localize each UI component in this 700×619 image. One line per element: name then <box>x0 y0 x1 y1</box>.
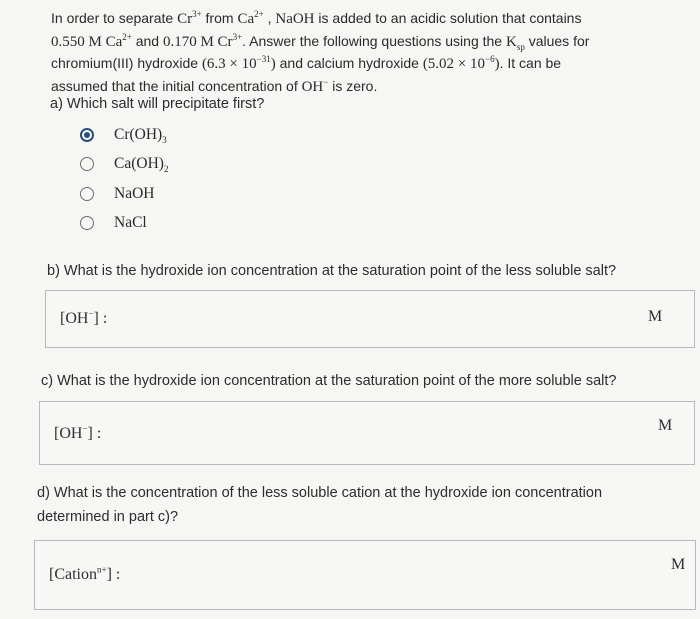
ksp-value-ca: $(5.02 \times 10^{-6})$ <box>422 54 500 72</box>
hydroxide-symbol: OH− <box>301 76 329 95</box>
intro-text: and calcium hydroxide <box>275 55 423 71</box>
unit-label: M <box>671 556 686 573</box>
ca-symbol: $Ca^{2+}$ <box>237 9 264 27</box>
unit-label: M <box>648 308 663 325</box>
hydroxide-input-b[interactable] <box>138 305 642 335</box>
radio-button[interactable] <box>80 187 94 201</box>
cation-input-d[interactable] <box>155 559 639 593</box>
intro-text: values for <box>524 32 590 49</box>
intro-text: In order to separate <box>51 10 178 26</box>
intro-text: , <box>263 10 276 26</box>
intro-text: from <box>201 10 238 26</box>
option-ca-oh-2[interactable] <box>80 150 168 180</box>
intro-text: assumed that the initial concentration of <box>51 77 302 94</box>
radio-button[interactable] <box>80 157 94 171</box>
option-nacl[interactable] <box>80 209 168 239</box>
cation-label: [Cation$^{n+}$] : <box>49 564 121 583</box>
problem-statement <box>51 8 651 98</box>
intro-text: and <box>131 32 163 49</box>
ksp-symbol: $K_{sp}$ <box>505 33 525 52</box>
ksp-value-cr: $(6.3 \times 10^{-31})$ <box>201 54 276 72</box>
question-c: c) What is the hydroxide ion concentration at the saturation point of the more soluble salt? <box>41 373 617 389</box>
answer-box-d[interactable] <box>34 540 696 610</box>
radio-button-selected[interactable] <box>80 128 94 142</box>
naoh-formula: NaOH <box>275 11 315 27</box>
unit-label: M <box>658 417 673 434</box>
option-label: NaCl <box>114 214 147 232</box>
option-label: $Ca(OH)_2$ <box>114 155 169 175</box>
cr-symbol: $Cr^{3+}$ <box>177 9 202 27</box>
question-d-line2: determined in part c)? <box>37 509 179 525</box>
question-d <box>37 481 602 529</box>
hydroxide-label: [OH−] : <box>60 308 108 327</box>
answer-box-c[interactable] <box>39 401 695 465</box>
ca-concentration: 0.550 M $Ca^{2+}$ <box>51 31 132 50</box>
option-cr-oh-3[interactable] <box>80 120 168 150</box>
intro-text: chromium(III) hydroxide <box>51 55 202 71</box>
intro-text: is added to an acidic solution that contains <box>314 10 582 26</box>
radio-button[interactable] <box>80 216 94 230</box>
hydroxide-input-c[interactable] <box>132 418 646 450</box>
intro-text: . It can be <box>499 55 562 71</box>
cr-concentration: 0.170 M $Cr^{3+}$ <box>162 31 243 50</box>
question-b: b) What is the hydroxide ion concentration at the saturation point of the less soluble salt? <box>47 263 617 279</box>
intro-text: . Answer the following questions using the <box>242 32 506 49</box>
answer-options <box>80 120 168 238</box>
hydroxide-label: [OH−] : <box>54 423 102 442</box>
option-label: $Cr(OH)_3$ <box>114 125 167 145</box>
intro-text: is zero. <box>328 77 378 94</box>
answer-box-b[interactable] <box>45 290 695 348</box>
option-label: NaOH <box>114 184 155 202</box>
option-naoh[interactable] <box>80 179 168 209</box>
question-a: a) Which salt will precipitate first? <box>50 96 265 112</box>
question-d-line1: d) What is the concentration of the less soluble cation at the hydroxide ion concentration <box>37 485 603 501</box>
